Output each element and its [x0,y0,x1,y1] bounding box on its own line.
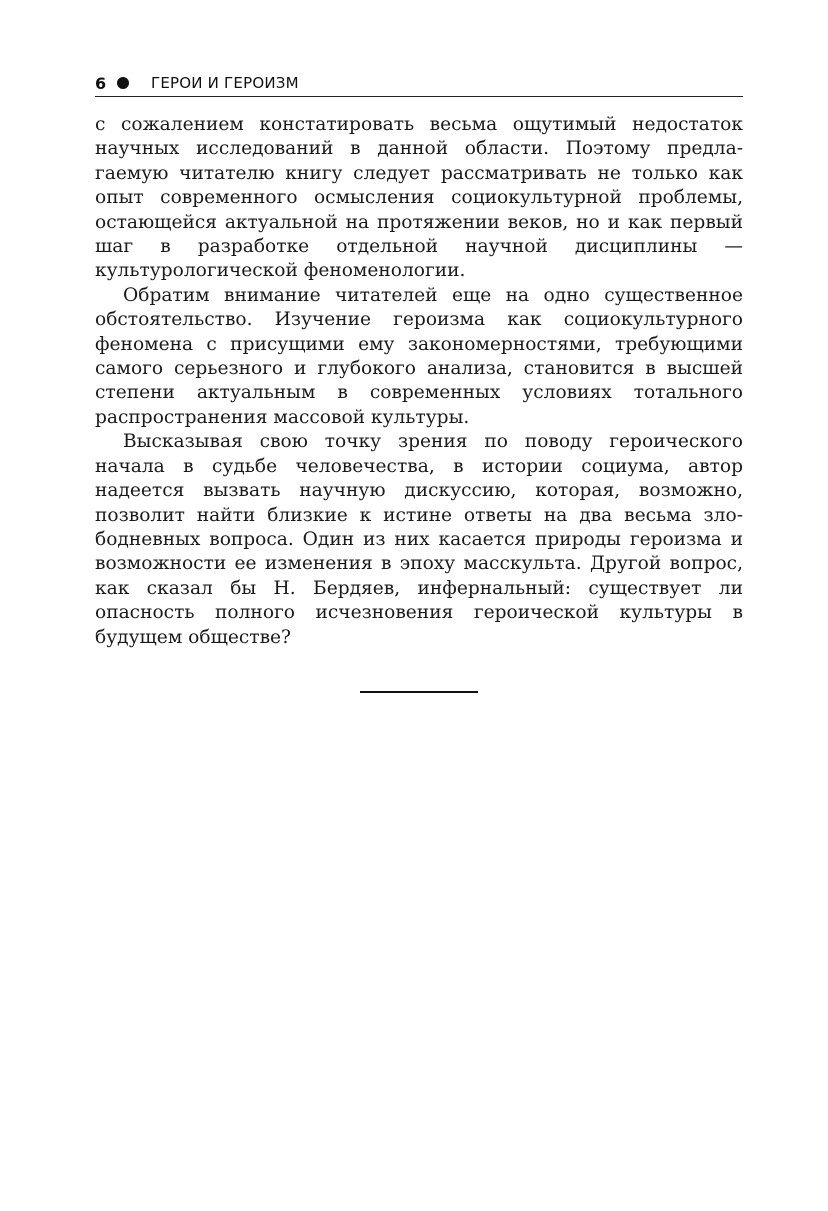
paragraph-3: Высказывая свою точку зрения по поводу героического начала в судьбе человечества, в истории социума, автор надеется вызвать научную дискуссию, которая, возможно, позволит найти близкие к истине ответы на два весьма злободневных вопроса. Один из них касается природы героизма и возможности ее изменения в эпоху масскульта. Другой вопрос, как сказал бы Н. Бердяев, инфернальный: существует ли опасность полного исчезновения героической культуры в будущем обществе? [95,431,743,648]
running-header [95,70,743,97]
body-text [95,113,743,650]
end-of-text-rule [360,691,478,693]
book-page [95,70,743,650]
section-title: ГЕРОИ И ГЕРОИЗМ [151,74,299,92]
paragraph-2: Обратим внимание читателей еще на одно существенное обстоятельство. Изучение героизма как социокультурного феномена с присущими ему закономерностями, требующими самого серьезного и глубокого анализа, становится в высшей степени актуальным в современных условиях тотального распространения массовой культуры. [95,284,743,428]
page-number: 6 [95,73,107,93]
bullet-dot-icon [117,77,129,89]
paragraph-1: с сожалением констатировать весьма ощутимый недостаток научных исследований в данной области. Поэтому предлагаемую читателю книгу следует рассматривать не только как опыт современного осмысления социокультурной проблемы, остающейся актуальной на протяжении веков, но и как первый шаг в разработке отдельной научной дисциплины — культурологической феноменологии. [95,114,743,282]
